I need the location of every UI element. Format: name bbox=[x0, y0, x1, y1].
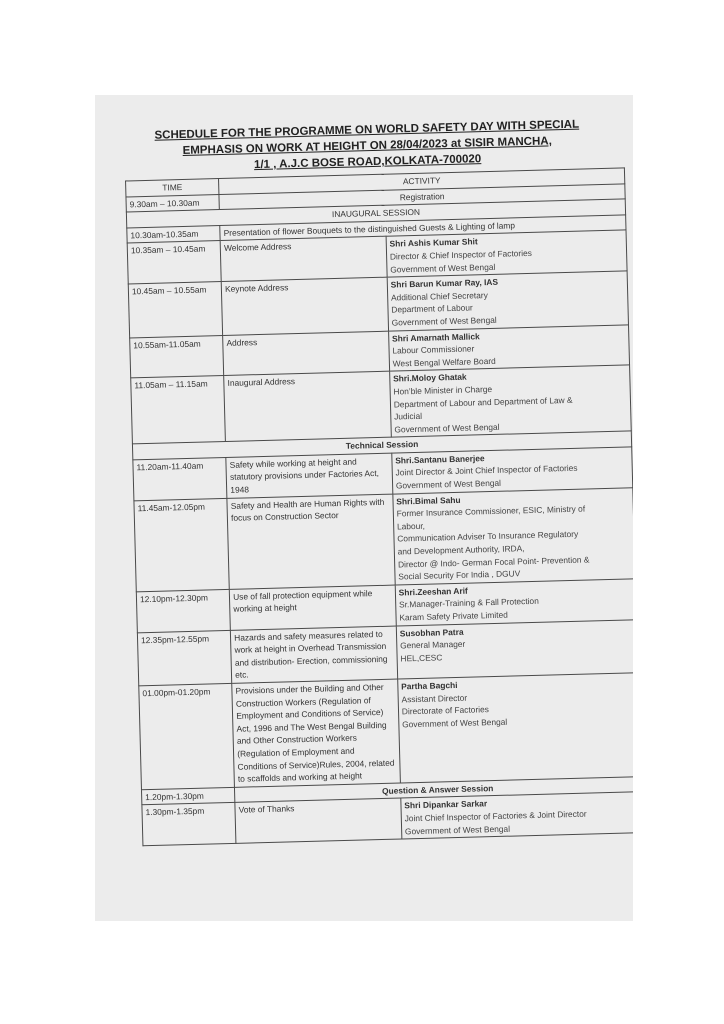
speaker-detail: Social Security For India , DGUV bbox=[398, 568, 521, 582]
technical-session-header: Technical Session bbox=[132, 431, 631, 460]
row-speaker-cell bbox=[386, 230, 627, 277]
row-time: 10.55am-11.05am bbox=[130, 335, 224, 378]
row-time: 1.30pm-1.35pm bbox=[142, 803, 236, 846]
speaker-detail: Hon’ble Minister in Charge bbox=[393, 383, 493, 397]
inaugural-rows bbox=[127, 230, 631, 444]
title-line-1: SCHEDULE FOR THE PROGRAMME ON WORLD SAFETY DAY WITH SPECIAL bbox=[154, 118, 580, 142]
row-topic: Welcome Address bbox=[220, 237, 387, 282]
speaker-detail: Former Insurance Commissioner, ESIC, Ministry of bbox=[396, 503, 586, 519]
bouquet-time: 10.30am-10.35am bbox=[127, 225, 221, 243]
speaker-detail: Assistant Director bbox=[401, 692, 468, 705]
speaker-name: Susobhan Patra bbox=[399, 626, 464, 639]
row-topic: Safety while working at height and statutory provisions under Factories Act, 1948 bbox=[226, 453, 393, 498]
qa-time: 1.20pm-1.30pm bbox=[141, 787, 235, 805]
speaker-detail: Additional Chief Secretary bbox=[390, 289, 488, 303]
time-header: TIME bbox=[126, 179, 220, 197]
row-topic: Use of fall protection equipment while working at height bbox=[229, 585, 396, 630]
row-time: 10.35am – 10.45am bbox=[127, 241, 221, 284]
row-time: 11.45am-12.05pm bbox=[134, 498, 230, 592]
speaker-detail: Department of Labour bbox=[391, 302, 473, 315]
row-speaker-cell bbox=[401, 792, 633, 839]
speaker-name: Partha Bagchi bbox=[401, 679, 458, 692]
row-topic: Address bbox=[223, 331, 390, 376]
row-time: 11.20am-11.40am bbox=[133, 457, 227, 500]
row-topic: Keynote Address bbox=[221, 277, 388, 335]
row-speaker-cell bbox=[388, 324, 629, 371]
bouquet-activity: Presentation of flower Bouquets to the distinguished Guests & Lighting of lamp bbox=[220, 215, 626, 241]
speaker-detail: Director @ Indo- German Focal Point- Prevention & bbox=[397, 554, 590, 570]
speaker-name: Shri.Santanu Banerjee bbox=[395, 453, 485, 466]
speaker-detail: Government of West Bengal bbox=[394, 421, 500, 435]
speaker-detail: General Manager bbox=[399, 638, 466, 651]
speaker-detail: Karam Safety Private Limited bbox=[399, 609, 508, 623]
speaker-detail: Labour Commissioner bbox=[392, 343, 475, 356]
speaker-detail: Directorate of Factories bbox=[401, 704, 489, 717]
speaker-name: Shri.Bimal Sahu bbox=[396, 494, 461, 507]
schedule-table bbox=[125, 167, 633, 846]
speaker-detail: Government of West Bengal bbox=[395, 477, 502, 491]
activity-header: ACTIVITY bbox=[219, 168, 625, 194]
row-time: 01.00pm-01.20pm bbox=[139, 683, 235, 789]
title-line-3: 1/1 , A.J.C BOSE ROAD,KOLKATA-700020 bbox=[253, 153, 482, 172]
document-title bbox=[106, 115, 629, 177]
speaker-detail: Government of West Bengal bbox=[391, 314, 497, 328]
speaker-name: Shri Barun Kumar Ray, IAS bbox=[390, 276, 499, 290]
speaker-detail: Judicial bbox=[393, 410, 423, 422]
row-topic: Provisions under the Building and Other Construction Workers (Regulation of Employment and Conditions of Service) Act, 1996 and The West Bengal Building and Other Construction Workers (Regulation of Employment and Conditions of Service)Rules, 2004, related to scaffolds and working at height bbox=[232, 679, 400, 787]
speaker-detail: Sr.Manager-Training & Fall Protection bbox=[398, 596, 539, 610]
inaugural-session-header: INAUGURAL SESSION bbox=[126, 199, 625, 228]
speaker-detail: Government of West Bengal bbox=[402, 716, 508, 730]
row-time: 12.35pm-12.55pm bbox=[137, 630, 232, 686]
speaker-name: Shri Dipankar Sarkar bbox=[404, 798, 488, 811]
registration-activity: Registration bbox=[219, 184, 625, 210]
row-speaker-cell bbox=[395, 579, 633, 626]
document-content bbox=[105, 95, 633, 847]
row-speaker-cell bbox=[389, 365, 631, 437]
row-topic: Inaugural Address bbox=[224, 371, 391, 441]
row-speaker-cell bbox=[396, 619, 633, 679]
speaker-name: Shri.Zeeshan Arif bbox=[398, 585, 468, 598]
table-row bbox=[134, 487, 633, 591]
row-speaker-cell bbox=[393, 487, 633, 584]
row-topic: Safety and Health are Human Rights with focus on Construction Sector bbox=[227, 494, 395, 589]
row-time: 12.10pm-12.30pm bbox=[136, 589, 230, 632]
qa-activity: Question & Answer Session bbox=[235, 776, 633, 802]
row-speaker-cell bbox=[397, 673, 633, 783]
row-topic: Hazards and safety measures related to work at height in Overhead Transmission and distribution- Erection, commissioning etc. bbox=[231, 626, 398, 684]
speaker-detail: Labour, bbox=[396, 520, 426, 532]
row-topic: Vote of Thanks bbox=[235, 798, 402, 843]
speaker-detail: Joint Director & Joint Chief Inspector of Factories bbox=[395, 463, 578, 478]
speaker-detail: West Bengal Welfare Board bbox=[392, 355, 496, 369]
row-time: 10.45am – 10.55am bbox=[128, 282, 223, 338]
speaker-detail: HEL,CESC bbox=[400, 652, 443, 664]
speaker-name: Shri.Moloy Ghatak bbox=[393, 371, 467, 384]
speaker-detail: Communication Adviser To Insurance Regulatory bbox=[397, 529, 579, 544]
speaker-detail: Joint Chief Inspector of Factories & Joint Director bbox=[404, 808, 587, 824]
speaker-detail: Department of Labour and Department of Law & bbox=[393, 394, 573, 410]
speaker-name: Shri Amarnath Mallick bbox=[391, 330, 480, 344]
row-speaker-cell bbox=[392, 447, 633, 494]
row-speaker-cell bbox=[387, 271, 629, 331]
title-line-2: EMPHASIS ON WORK AT HEIGHT ON 28/04/2023 at SISIR MANCHA, bbox=[182, 135, 552, 157]
row-time: 11.05am – 11.15am bbox=[131, 376, 226, 444]
table-row bbox=[139, 673, 633, 790]
speaker-detail: Government of West Bengal bbox=[390, 261, 496, 275]
speaker-detail: Director & Chief Inspector of Factories bbox=[389, 247, 532, 262]
speaker-name: Shri Ashis Kumar Shit bbox=[389, 236, 478, 249]
speaker-detail: Government of West Bengal bbox=[404, 823, 511, 836]
speaker-detail: and Development Authority, IRDA, bbox=[397, 543, 525, 557]
registration-time: 9.30am – 10.30am bbox=[126, 194, 220, 212]
technical-rows bbox=[133, 447, 633, 790]
document-page bbox=[95, 95, 633, 921]
